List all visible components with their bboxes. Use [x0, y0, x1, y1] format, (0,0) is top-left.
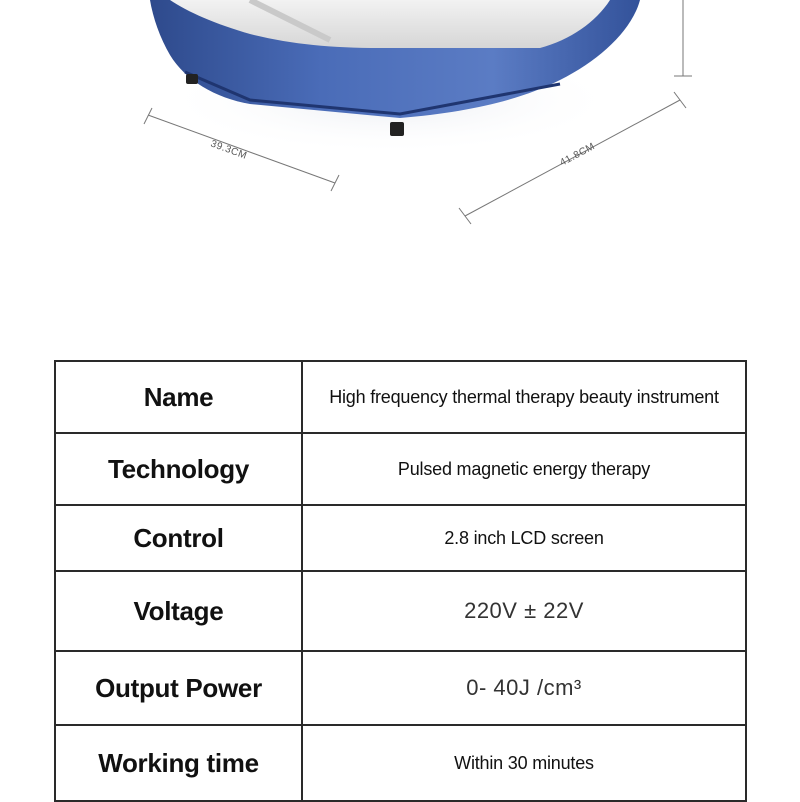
spec-label: Technology [55, 433, 302, 505]
spec-label: Voltage [55, 571, 302, 651]
spec-value: High frequency thermal therapy beauty instrument [302, 361, 746, 433]
spec-label: Name [55, 361, 302, 433]
spec-row-name [55, 361, 746, 433]
spec-value: Pulsed magnetic energy therapy [302, 433, 746, 505]
spec-label: Output Power [55, 651, 302, 725]
product-image [0, 0, 800, 290]
dimension-width-label: 39.3CM [208, 138, 249, 162]
spec-row-control [55, 505, 746, 571]
spec-label: Control [55, 505, 302, 571]
device-foot-right [390, 122, 404, 136]
spec-value: 2.8 inch LCD screen [302, 505, 746, 571]
dimension-depth-label: 41.8CM [558, 141, 597, 169]
spec-value: Within 30 minutes [302, 725, 746, 801]
spec-row-working-time [55, 725, 746, 801]
spec-value: 220V ± 22V [302, 571, 746, 651]
spec-row-voltage [55, 571, 746, 651]
device-foot-left [186, 74, 198, 84]
spec-label: Working time [55, 725, 302, 801]
spec-row-technology [55, 433, 746, 505]
spec-row-output-power [55, 651, 746, 725]
spec-table [54, 360, 747, 802]
spec-value: 0- 40J /cm³ [302, 651, 746, 725]
